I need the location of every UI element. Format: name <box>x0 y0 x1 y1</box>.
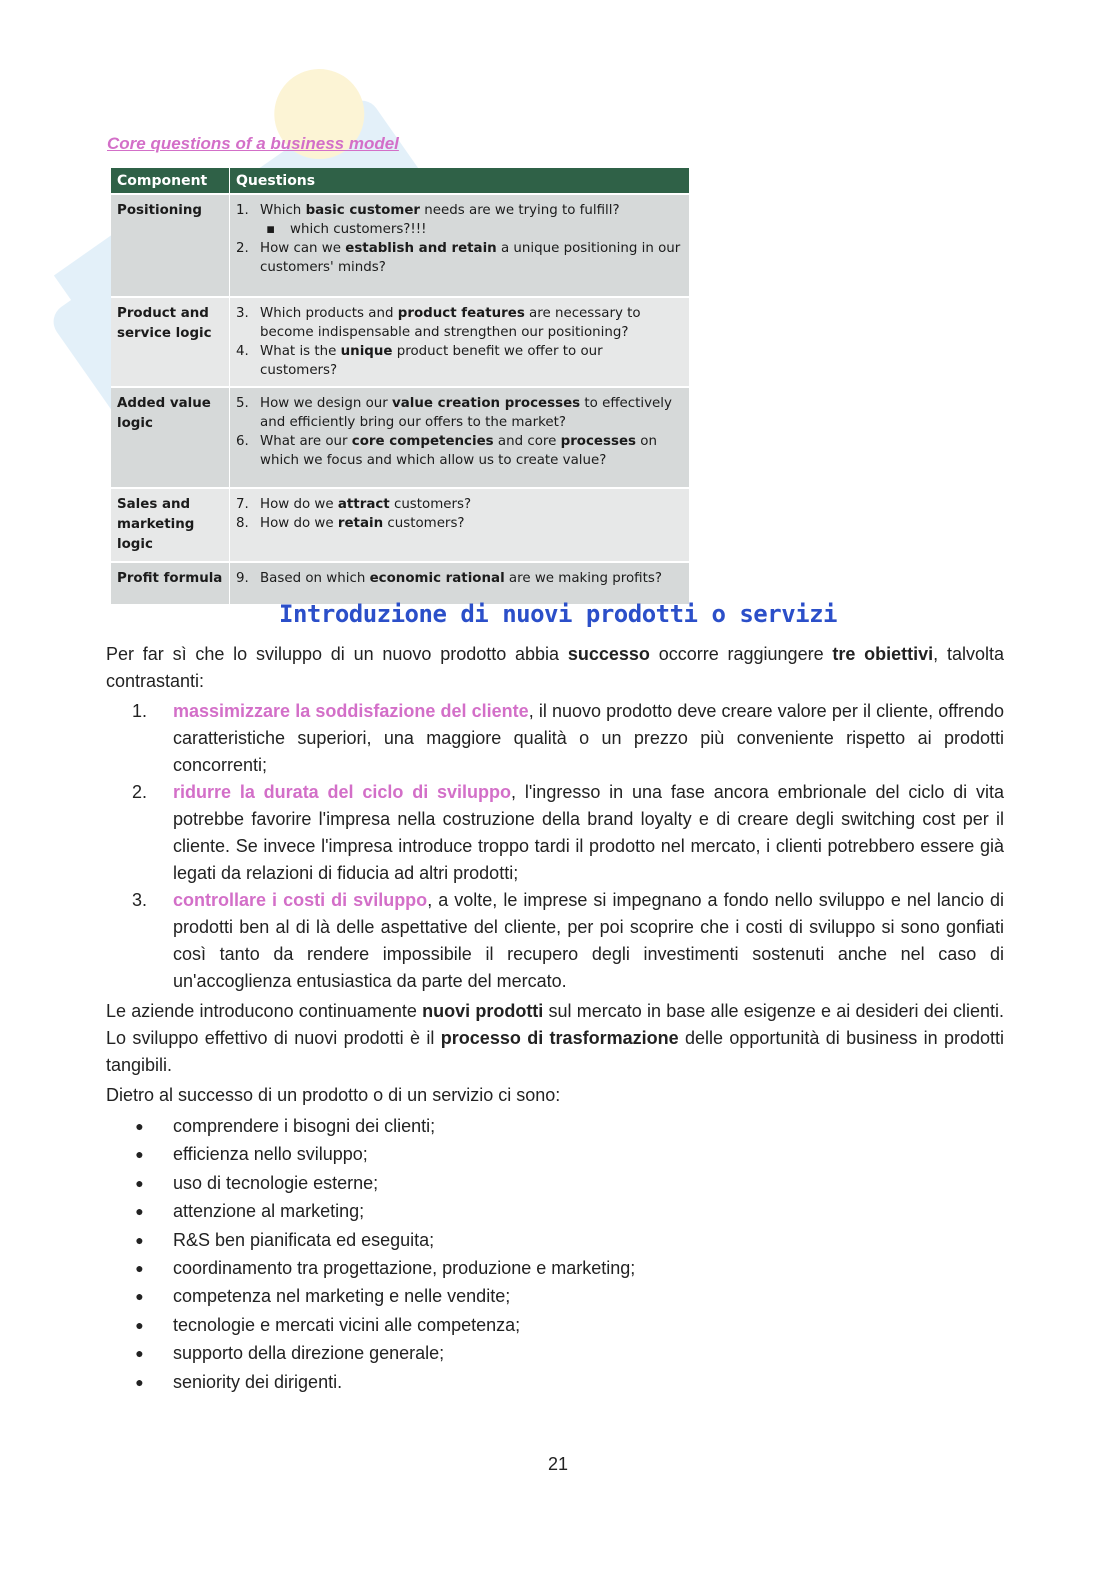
list-item: ● efficienza nello sviluppo; <box>135 1144 368 1165</box>
question-item: 4. What is the unique product benefit we offer to our customers? <box>236 344 603 378</box>
table-row-product-logic <box>111 297 689 387</box>
business-model-table <box>111 168 689 604</box>
success-intro: Dietro al successo di un prodotto o di un servizio ci sono: <box>106 1085 561 1105</box>
table-caption: Core questions of a business model <box>107 134 399 153</box>
question-item: 6. What are our core competencies and core processes on which we focus and which allow us to create value? <box>236 434 657 468</box>
list-item: ● coordinamento tra progettazione, produzione e marketing; <box>135 1258 636 1279</box>
table-row-added-value <box>111 387 689 488</box>
list-item: ● competenza nel marketing e nelle vendite; <box>135 1286 511 1307</box>
questions-cell <box>230 488 690 562</box>
questions-cell <box>230 562 690 604</box>
body-paragraph: Le aziende introducono continuamente nuovi prodotti sul mercato in base alle esigenze e ai desideri dei clienti. Lo sviluppo effettivo di nuovi prodotti è il processo di trasformazione delle opportunità di business in prodotti tangibili. <box>106 1001 1004 1075</box>
objective-item: 1. massimizzare la soddisfazione del cliente, il nuovo prodotto deve creare valore per il cliente, offrendo caratteristiche superiori, una maggiore qualità o un prezzo più conveniente rispetto ai prodotti concorrenti; <box>131 701 1004 775</box>
component-cell: Added value logic <box>111 387 230 488</box>
objective-item: 3. controllare i costi di sviluppo, a volte, le imprese si impegnano a fondo nello sviluppo e nel lancio di prodotti ben al di là delle aspettative del cliente, per poi scoprire che i costi di sviluppo si sono gonfiati così tanto da rendere impossibile il recupero degli investimenti sostenuti anche nel caso di un'accoglienza entusiastica da parte del mercato. <box>131 890 1005 991</box>
questions-cell <box>230 297 690 387</box>
question-item: 8. How do we retain customers? <box>236 516 465 531</box>
header-component: Component <box>111 168 230 194</box>
success-factors-list <box>106 1112 1004 1396</box>
component-cell: Profit formula <box>111 562 230 604</box>
component-cell: Product and service logic <box>111 297 230 387</box>
list-item: ● comprendere i bisogni dei clienti; <box>135 1116 436 1136</box>
table-row-profit-formula <box>111 562 689 604</box>
component-cell: Sales and marketing logic <box>111 488 230 562</box>
section-body <box>106 641 1004 1396</box>
question-item: 7. How do we attract customers? <box>236 497 472 512</box>
component-cell: Positioning <box>111 194 230 297</box>
questions-cell <box>230 387 690 488</box>
list-item: ● R&S ben pianificata ed eseguita; <box>135 1229 435 1250</box>
list-item: ● attenzione al marketing; <box>135 1201 365 1222</box>
question-item: 5. How we design our value creation processes to effectively and efficiently bring our offers to the market? <box>236 396 672 430</box>
list-item: ● seniority dei dirigenti. <box>135 1371 343 1392</box>
question-item: 9. Based on which economic rational are we making profits? <box>236 571 662 586</box>
sub-question-item: ▪ which customers?!!! <box>266 222 427 237</box>
questions-cell <box>230 194 690 297</box>
list-item: ● tecnologie e mercati vicini alle competenza; <box>135 1314 521 1335</box>
table-header-row <box>111 168 689 194</box>
table-row-sales-marketing <box>111 488 689 562</box>
question-item: 3. Which products and product features are necessary to become indispensable and strengthen our positioning? <box>236 306 641 340</box>
header-questions: Questions <box>230 168 690 194</box>
list-item: ● uso di tecnologie esterne; <box>135 1172 379 1193</box>
question-item: 2. How can we establish and retain a unique positioning in our customers' minds? <box>236 241 681 275</box>
objective-item: 2. ridurre la durata del ciclo di sviluppo, l'ingresso in una fase ancora embrionale del ciclo di vita potrebbe favorire l'impresa nella costruzione della brand loyalty e di creare degli switching cost per il cliente. Se invece l'impresa introduce troppo tardi il prodotto nel mercato, i clienti potrebbero essere già legati da relazioni di fiducia ad altri prodotti; <box>131 782 1005 883</box>
intro-paragraph: Per far sì che lo sviluppo di un nuovo prodotto abbia successo occorre raggiungere tre obiettivi, talvolta contrastanti: <box>106 644 1004 691</box>
section-title: Introduzione di nuovi prodotti o servizi <box>279 600 837 628</box>
page-number: 21 <box>547 1454 569 1474</box>
list-item: ● supporto della direzione generale; <box>135 1343 445 1364</box>
table-row-positioning <box>111 194 689 297</box>
question-item: 1. Which basic customer needs are we trying to fulfill? <box>236 203 620 218</box>
objectives-list <box>106 698 1004 995</box>
